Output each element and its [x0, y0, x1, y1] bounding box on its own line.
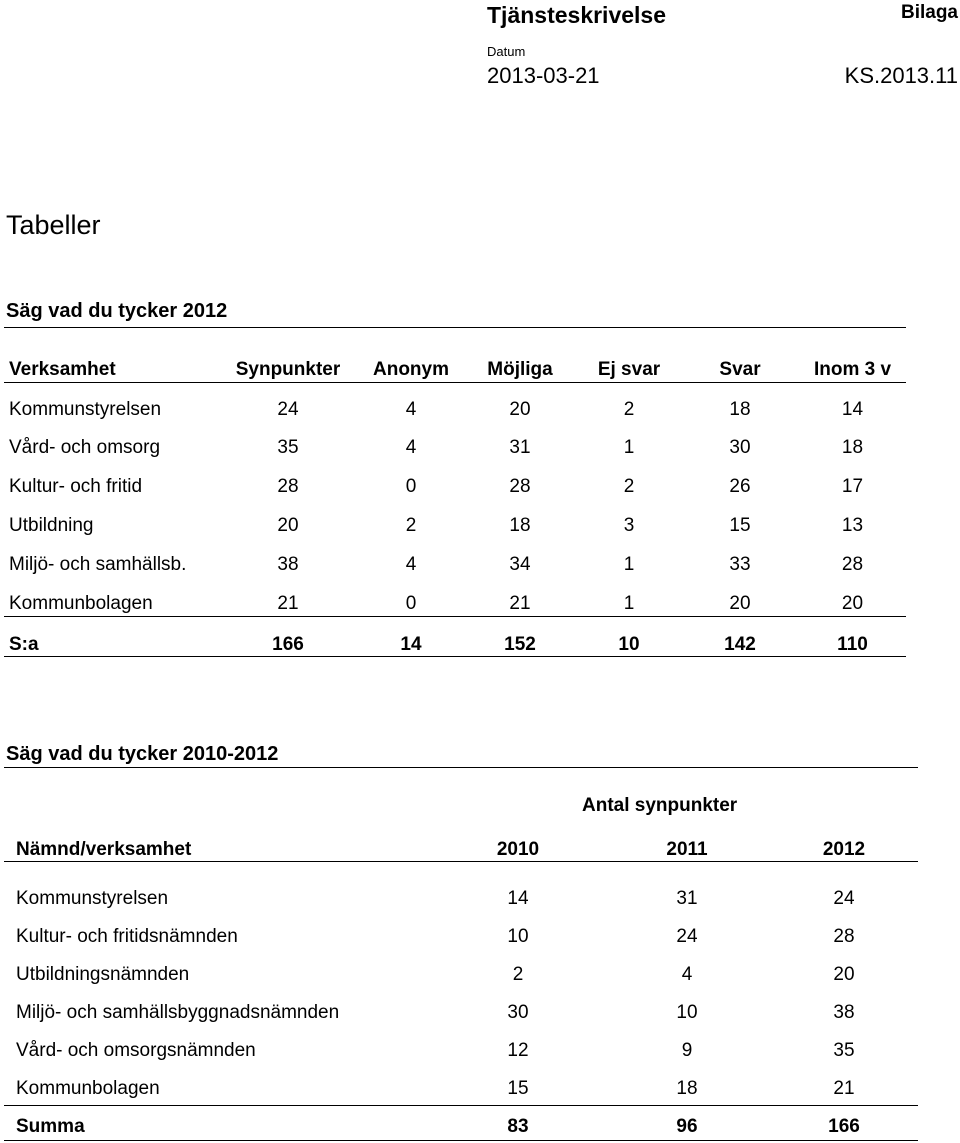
- cell-2012: 28: [833, 926, 855, 947]
- cell-2010: 30: [507, 1002, 529, 1023]
- total-svar: 142: [724, 634, 756, 655]
- cell-svar: 26: [729, 476, 751, 497]
- cell-synpunkter: 24: [277, 399, 299, 420]
- table1-header-rule: [4, 382, 906, 383]
- table2-col-2011: 2011: [666, 839, 708, 860]
- table-row: [0, 593, 960, 617]
- row-label: Kommunbolagen: [16, 1078, 160, 1099]
- cell-mojliga: 21: [509, 593, 531, 614]
- row-label: Kultur- och fritid: [9, 476, 143, 497]
- table2-header-row: [0, 839, 960, 863]
- table2-bottom-rule: [4, 1140, 918, 1141]
- table-row: [0, 1002, 960, 1026]
- cell-ej-svar: 1: [623, 593, 635, 614]
- table2-total-top-rule: [4, 1105, 918, 1106]
- cell-svar: 20: [729, 593, 751, 614]
- row-label: Kommunbolagen: [9, 593, 153, 614]
- table1-header-row: [0, 359, 960, 383]
- cell-2011: 10: [676, 1002, 698, 1023]
- document-date: 2013-03-21: [487, 63, 600, 88]
- cell-2011: 31: [676, 888, 698, 909]
- cell-2012: 20: [833, 964, 855, 985]
- table1-col-synpunkter: Synpunkter: [235, 359, 341, 380]
- table2-col-2012: 2012: [822, 839, 866, 860]
- table1-total-row: [0, 634, 960, 658]
- table-row: [0, 554, 960, 578]
- section-title: Tabeller: [6, 210, 101, 240]
- cell-2012: 35: [833, 1040, 855, 1061]
- table1-col-inom-3v: Inom 3 v: [813, 359, 892, 380]
- cell-synpunkter: 28: [277, 476, 299, 497]
- cell-inom-3v: 20: [841, 593, 864, 614]
- cell-2011: 24: [676, 926, 698, 947]
- table-row: [0, 964, 960, 988]
- table1-total-top-rule: [4, 616, 906, 617]
- table-row: [0, 926, 960, 950]
- cell-2012: 38: [833, 1002, 855, 1023]
- cell-inom-3v: 14: [841, 399, 864, 420]
- table2-col-2010: 2010: [496, 839, 540, 860]
- cell-svar: 30: [729, 437, 751, 458]
- table-row: [0, 399, 960, 423]
- total-label: S:a: [9, 634, 39, 655]
- cell-synpunkter: 35: [277, 437, 299, 458]
- cell-ej-svar: 1: [623, 437, 635, 458]
- table2-total-row: [0, 1116, 960, 1140]
- table2-header-rule: [4, 861, 918, 862]
- total-synpunkter: 166: [272, 634, 304, 655]
- cell-mojliga: 28: [509, 476, 531, 497]
- table-row: [0, 515, 960, 539]
- total-inom-3v: 110: [837, 634, 868, 655]
- row-label: Vård- och omsorgsnämnden: [16, 1040, 256, 1061]
- row-label: Kommunstyrelsen: [16, 888, 169, 909]
- cell-synpunkter: 21: [277, 593, 299, 614]
- cell-inom-3v: 17: [841, 476, 864, 497]
- cell-2010: 2: [512, 964, 524, 985]
- table1-col-svar: Svar: [719, 359, 761, 380]
- cell-2010: 15: [507, 1078, 529, 1099]
- cell-synpunkter: 38: [277, 554, 299, 575]
- row-label: Miljö- och samhällsb.: [9, 554, 187, 575]
- total-2012: 166: [828, 1116, 860, 1137]
- row-label: Utbildningsnämnden: [16, 964, 190, 985]
- cell-anonym: 4: [405, 399, 417, 420]
- table-row: [0, 888, 960, 912]
- cell-ej-svar: 1: [623, 554, 635, 575]
- table2-col-namnd: Nämnd/verksamhet: [16, 839, 192, 860]
- row-label: Kultur- och fritidsnämnden: [16, 926, 238, 947]
- cell-anonym: 0: [405, 593, 417, 614]
- table2-group-header: Antal synpunkter: [582, 795, 738, 816]
- table1-col-verksamhet: Verksamhet: [9, 359, 116, 380]
- cell-2010: 12: [507, 1040, 529, 1061]
- row-label: Utbildning: [9, 515, 94, 536]
- row-label: Kommunstyrelsen: [9, 399, 162, 420]
- cell-mojliga: 20: [509, 399, 531, 420]
- attachment-label: Bilaga: [900, 2, 958, 23]
- table-row: [0, 476, 960, 500]
- cell-anonym: 4: [405, 554, 417, 575]
- cell-anonym: 2: [405, 515, 417, 536]
- table-row: [0, 1078, 960, 1102]
- cell-svar: 33: [729, 554, 751, 575]
- table1-title: Säg vad du tycker 2012: [6, 300, 228, 322]
- cell-2011: 9: [681, 1040, 693, 1061]
- total-label: Summa: [16, 1116, 85, 1137]
- total-ej-svar: 10: [618, 634, 640, 655]
- cell-synpunkter: 20: [277, 515, 299, 536]
- total-2010: 83: [507, 1116, 529, 1137]
- cell-2011: 4: [681, 964, 693, 985]
- cell-inom-3v: 28: [841, 554, 864, 575]
- row-label: Vård- och omsorg: [9, 437, 161, 458]
- table1-bottom-rule: [4, 656, 906, 657]
- table-row: [0, 1040, 960, 1064]
- table1-col-ej-svar: Ej svar: [597, 359, 661, 380]
- total-anonym: 14: [400, 634, 422, 655]
- cell-2010: 10: [507, 926, 529, 947]
- row-label: Miljö- och samhällsbyggnadsnämnden: [16, 1002, 340, 1023]
- cell-inom-3v: 13: [841, 515, 864, 536]
- table1-col-mojliga: Möjliga: [487, 359, 553, 380]
- cell-2011: 18: [676, 1078, 698, 1099]
- table2-title-rule: [4, 767, 918, 768]
- table1-title-rule: [4, 327, 906, 328]
- total-mojliga: 152: [504, 634, 536, 655]
- cell-anonym: 4: [405, 437, 417, 458]
- reference-number: KS.2013.11: [844, 63, 958, 88]
- cell-ej-svar: 3: [623, 515, 635, 536]
- cell-2012: 21: [833, 1078, 855, 1099]
- cell-2010: 14: [507, 888, 529, 909]
- cell-svar: 18: [729, 399, 751, 420]
- date-label: Datum: [487, 44, 526, 59]
- document-type: Tjänsteskrivelse: [487, 2, 667, 28]
- table-row: [0, 437, 960, 461]
- cell-svar: 15: [729, 515, 751, 536]
- cell-2012: 24: [833, 888, 855, 909]
- cell-mojliga: 34: [509, 554, 531, 575]
- cell-anonym: 0: [405, 476, 417, 497]
- cell-ej-svar: 2: [623, 476, 635, 497]
- table2-title: Säg vad du tycker 2010-2012: [6, 743, 279, 765]
- cell-mojliga: 18: [509, 515, 531, 536]
- total-2011: 96: [676, 1116, 698, 1137]
- table1-col-anonym: Anonym: [373, 359, 449, 380]
- cell-mojliga: 31: [509, 437, 531, 458]
- cell-ej-svar: 2: [623, 399, 635, 420]
- cell-inom-3v: 18: [841, 437, 864, 458]
